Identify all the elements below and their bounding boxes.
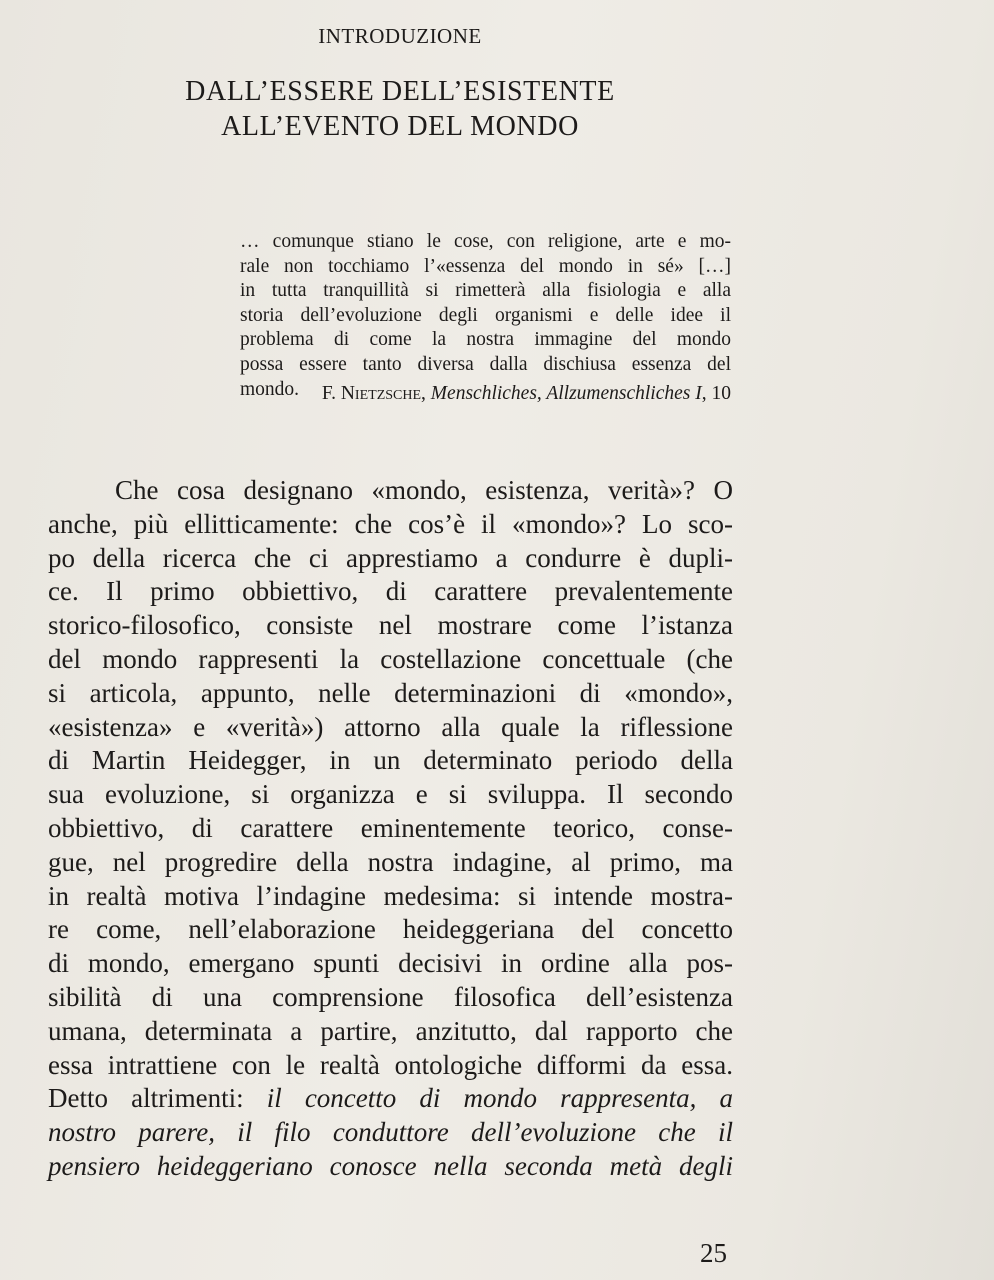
epigraph-line: … comunque stiano le cose, con religione, arte e mo- <box>240 231 731 252</box>
body-line: di mondo, emergano spunti decisivi in ordine alla pos- <box>48 948 733 979</box>
body-line-italic: pensiero heideggeriano conosce nella seconda metà degli <box>48 1150 733 1181</box>
epigraph-line: storia dell’evoluzione degli organismi e delle idee il <box>240 304 731 326</box>
epigraph-line: in tutta tranquillità si rimetterà alla fisiologia e alla <box>240 280 731 302</box>
body-line: Che cosa designano «mondo, esistenza, verità»? O <box>115 475 733 505</box>
body-line: po della ricerca che ci apprestiamo a condurre è dupli- <box>48 542 733 573</box>
running-header: INTRODUZIONE <box>318 24 482 48</box>
epigraph-line: possa essere tanto diversa dalla dischiusa essenza del <box>240 353 731 375</box>
body-line: sua evoluzione, si organizza e si sviluppa. Il secondo <box>48 779 733 810</box>
body-line <box>48 1150 733 1184</box>
epigraph-attribution: F. Nietzsche, Menschliches, Allzumenschliches I, 10 <box>321 383 731 404</box>
chapter-title-line-2: ALL’EVENTO DEL MONDO <box>221 111 579 142</box>
epigraph-work: Menschliches, Allzumenschliches I <box>430 383 702 404</box>
body-line: anche, più ellitticamente: che cos’è il «mondo»? Lo sco- <box>48 508 733 539</box>
body-line: «esistenza» e «verità») attorno alla quale la riflessione <box>48 711 733 742</box>
body-line: re come, nell’elaborazione heideggeriana del concetto <box>48 914 733 945</box>
body-line: in realtà motiva l’indagine medesima: si intende mostra- <box>48 880 733 911</box>
body-line-italic: il concetto di mondo rappresenta, a <box>266 1083 733 1114</box>
body-line: di Martin Heidegger, in un determinato periodo della <box>48 745 733 776</box>
body-line: umana, determinata a partire, anzitutto, dal rapporto che <box>48 1015 733 1046</box>
page-number: 25 <box>700 1238 727 1268</box>
body-line: del mondo rappresenti la costellazione concettuale (che <box>48 643 733 674</box>
body-line: si articola, appunto, nelle determinazioni di «mondo», <box>48 677 733 708</box>
body-line: ce. Il primo obbiettivo, di carattere prevalentemente <box>48 576 733 607</box>
body-line-roman: Detto altrimenti: <box>48 1083 267 1114</box>
epigraph-author: F. Nietzsche <box>321 383 422 404</box>
body-line: sibilità di una comprensione filosofica dell’esistenza <box>48 981 733 1012</box>
body-text <box>48 474 733 1184</box>
epigraph-line: mondo. <box>240 378 300 400</box>
body-line-italic: nostro parere, il filo conduttore dell’evoluzione che il <box>48 1117 733 1148</box>
body-line: gue, nel progredire della nostra indagine, al primo, ma <box>48 846 733 877</box>
epigraph-ref: , 10 <box>701 383 731 404</box>
chapter-title-line-1: DALL’ESSERE DELL’ESISTENTE <box>185 76 615 107</box>
epigraph-line: problema di come la nostra immagine del mondo <box>240 329 731 351</box>
body-line <box>48 1116 733 1150</box>
body-line <box>48 1082 733 1116</box>
epigraph-line: rale non tocchiamo l’«essenza del mondo in sé» […] <box>240 255 731 277</box>
epigraph <box>240 230 731 402</box>
body-line: essa intrattiene con le realtà ontologiche difformi da essa. <box>48 1049 733 1080</box>
body-line: obbiettivo, di carattere eminentemente teorico, conse- <box>48 812 733 843</box>
body-line: storico-filosofico, consiste nel mostrare come l’istanza <box>48 610 733 641</box>
